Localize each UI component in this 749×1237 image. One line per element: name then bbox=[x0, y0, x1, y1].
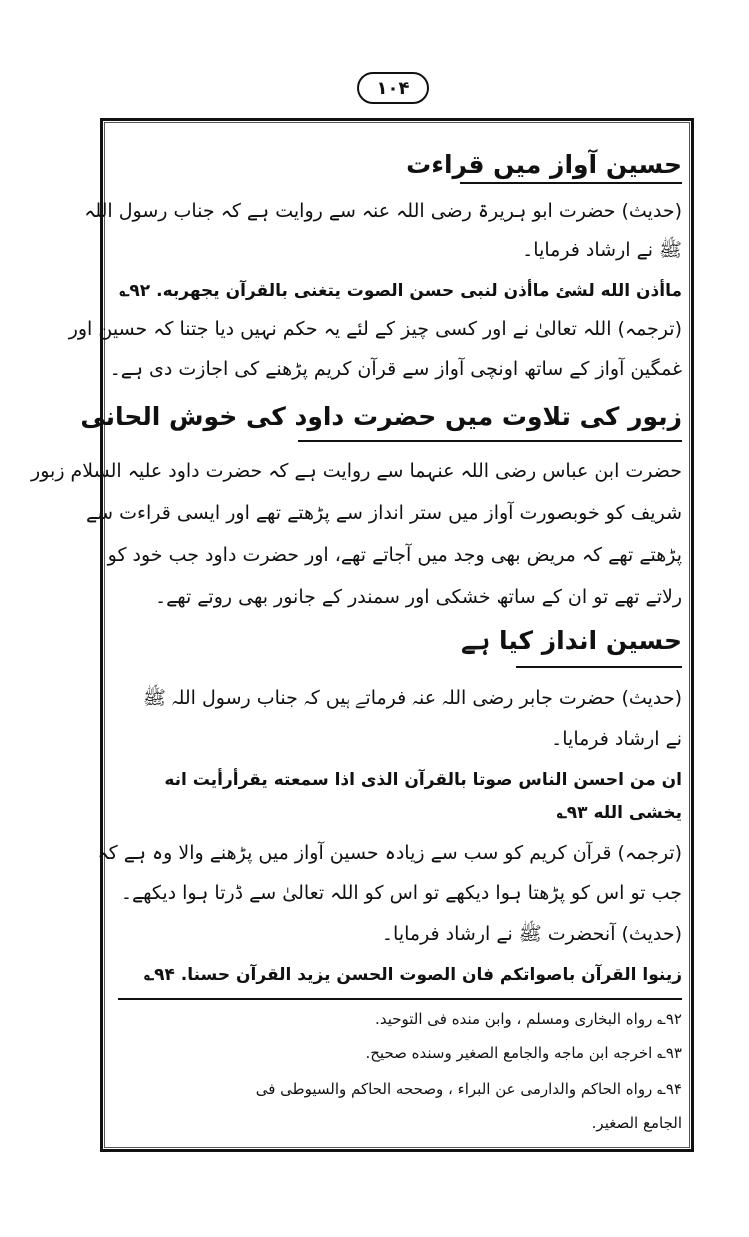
footnote: الجامع الصغير. bbox=[591, 1114, 682, 1132]
hadith-line: نے ارشاد فرمایا۔ bbox=[551, 728, 682, 750]
hadith-line: (حدیث) آنحضرت ﷺ نے ارشاد فرمایا۔ bbox=[381, 923, 682, 945]
section-heading-2: زبور کی تلاوت میں حضرت داود کی خوش الحانی bbox=[80, 402, 682, 431]
footnote: ۹۴؎ رواه الحاكم والدارمى عن البراء ، وصححه الحاكم والسيوطى فى bbox=[255, 1080, 682, 1098]
translation-line: (ترجمہ) اللہ تعالیٰ نے اور کسی چیز کے لئے یہ حکم نہیں دیا جتنا کہ حسین اور bbox=[68, 318, 682, 340]
paragraph-line: حضرت ابن عباس رضی اللہ عنہما سے روایت ہے کہ حضرت داود علیہ السلام زبور bbox=[31, 460, 682, 482]
paragraph-line: شریف کو خوبصورت آواز میں ستر انداز سے پڑھتے تھے اور ایسی قراءت سے bbox=[86, 502, 682, 524]
arabic-text: ماأذن الله لشئ ماأذن لنبى حسن الصوت يتغنى بالقرآن يجهربه. ۹۲؎ bbox=[119, 281, 682, 301]
footnote: ۹۳؎ اخرجه ابن ماجه والجامع الصغير وسنده صحيح. bbox=[365, 1044, 682, 1062]
translation-line: غمگین آواز کے ساتھ اونچی آواز سے قرآن کریم پڑھنے کی اجازت دی ہے۔ bbox=[109, 358, 682, 380]
section-heading-3: حسین انداز کیا ہے bbox=[460, 626, 682, 655]
page-number: ۱۰۴ bbox=[357, 72, 429, 104]
translation-line: جب تو اس کو پڑھتا ہوا دیکھے تو اس کو اللہ تعالیٰ سے ڈرتا ہوا دیکھے۔ bbox=[120, 882, 682, 904]
hadith-line: (حدیث) حضرت ابو ہریرۃ رضی اللہ عنہ سے روایت ہے کہ جناب رسول اللہ bbox=[84, 200, 682, 222]
footnote: ۹۲؎ رواه البخارى ومسلم ، وابن منده فى التوحيد. bbox=[375, 1010, 682, 1028]
heading-underline bbox=[298, 440, 682, 442]
footnote-separator bbox=[118, 998, 682, 1000]
hadith-line: (حدیث) حضرت جابر رضی اللہ عنہ فرماتے ہیں کہ جناب رسول اللہ ﷺ bbox=[142, 687, 682, 709]
heading-underline bbox=[516, 666, 682, 668]
arabic-text: ان من احسن الناس صوتا بالقرآن الذى اذا سمعته يقرأرأيت انه bbox=[164, 770, 682, 790]
translation-line: (ترجمہ) قرآن کریم کو سب سے زیادہ حسین آواز میں پڑھنے والا وہ ہے کہ bbox=[97, 842, 682, 864]
hadith-line: ﷺ نے ارشاد فرمایا۔ bbox=[522, 239, 682, 261]
section-heading-1: حسین آواز میں قراءت bbox=[406, 150, 682, 179]
heading-underline bbox=[460, 182, 682, 184]
paragraph-line: پڑھتے تھے کہ مریض بھی وجد میں آجاتے تھے، اور حضرت داود جب خود کو bbox=[107, 544, 682, 566]
paragraph-line: رلاتے تھے تو ان کے ساتھ خشکی اور سمندر کے جانور بھی روتے تھے۔ bbox=[154, 586, 682, 608]
arabic-text: زينوا القرآن باصواتكم فان الصوت الحسن يزيد القرآن حسنا. ۹۴؎ bbox=[144, 965, 682, 985]
arabic-text: يخشى الله ۹۳؎ bbox=[556, 803, 682, 823]
